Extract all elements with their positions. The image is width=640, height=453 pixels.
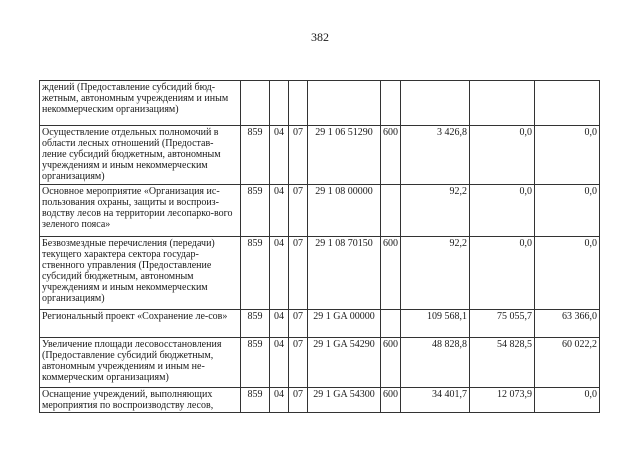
expense-type — [381, 81, 401, 126]
target-article: 29 1 08 00000 — [308, 185, 381, 237]
amount-year-1: 3 426,8 — [401, 126, 470, 185]
amount-year-2: 0,0 — [470, 237, 535, 310]
amount-year-2: 0,0 — [470, 185, 535, 237]
row-name: Увеличение площади лесовосстановления (Предоставление субсидий бюджетным, автономным учреждениям и иным не-коммерческим организациям) — [40, 338, 241, 388]
row-name: Основное мероприятие «Организация ис-пользования охраны, защиты и воспроиз-водству лесов на территории лесопарко-вого зеленого пояса» — [40, 185, 241, 237]
target-article: 29 1 GA 54300 — [308, 388, 381, 413]
section-code: 04 — [270, 237, 289, 310]
ministry-code: 859 — [241, 237, 270, 310]
amount-year-2: 75 055,7 — [470, 310, 535, 338]
expense-type — [381, 310, 401, 338]
amount-year-3 — [535, 81, 600, 126]
target-article: 29 1 GA 54290 — [308, 338, 381, 388]
section-code — [270, 81, 289, 126]
amount-year-2: 54 828,5 — [470, 338, 535, 388]
expense-type: 600 — [381, 388, 401, 413]
ministry-code: 859 — [241, 338, 270, 388]
target-article — [308, 81, 381, 126]
expense-type: 600 — [381, 126, 401, 185]
row-name: Оснащение учреждений, выполняющих мероприятия по воспроизводству лесов, — [40, 388, 241, 413]
subsection-code: 07 — [289, 237, 308, 310]
ministry-code — [241, 81, 270, 126]
section-code: 04 — [270, 388, 289, 413]
table-row — [40, 126, 600, 185]
amount-year-2: 0,0 — [470, 126, 535, 185]
amount-year-3: 0,0 — [535, 185, 600, 237]
table-row — [40, 338, 600, 388]
amount-year-1: 92,2 — [401, 185, 470, 237]
amount-year-3: 0,0 — [535, 388, 600, 413]
section-code: 04 — [270, 126, 289, 185]
target-article: 29 1 06 51290 — [308, 126, 381, 185]
expense-type — [381, 185, 401, 237]
row-name: Безвозмездные перечисления (передачи) текущего характера сектора государ-ственного управления (Предоставление субсидий бюджетным, автономным учреждениям и иным некоммерческим организациям) — [40, 237, 241, 310]
expense-type: 600 — [381, 338, 401, 388]
table-row — [40, 81, 600, 126]
amount-year-2: 12 073,9 — [470, 388, 535, 413]
ministry-code: 859 — [241, 310, 270, 338]
amount-year-3: 63 366,0 — [535, 310, 600, 338]
amount-year-1: 92,2 — [401, 237, 470, 310]
ministry-code: 859 — [241, 185, 270, 237]
subsection-code — [289, 81, 308, 126]
table-row — [40, 310, 600, 338]
subsection-code: 07 — [289, 310, 308, 338]
row-name: Осуществление отдельных полномочий в области лесных отношений (Предостав-ление субсидий бюджетным, автономным учреждениям и иным некоммерческим организациям) — [40, 126, 241, 185]
amount-year-3: 60 022,2 — [535, 338, 600, 388]
target-article: 29 1 08 70150 — [308, 237, 381, 310]
section-code: 04 — [270, 310, 289, 338]
subsection-code: 07 — [289, 388, 308, 413]
amount-year-1: 34 401,7 — [401, 388, 470, 413]
subsection-code: 07 — [289, 338, 308, 388]
budget-table — [39, 80, 600, 413]
amount-year-1: 109 568,1 — [401, 310, 470, 338]
section-code: 04 — [270, 338, 289, 388]
expense-type: 600 — [381, 237, 401, 310]
table-row — [40, 388, 600, 413]
amount-year-3: 0,0 — [535, 237, 600, 310]
amount-year-3: 0,0 — [535, 126, 600, 185]
target-article: 29 1 GA 00000 — [308, 310, 381, 338]
table-row — [40, 185, 600, 237]
amount-year-2 — [470, 81, 535, 126]
subsection-code: 07 — [289, 126, 308, 185]
row-name: ждений (Предоставление субсидий бюд-жетным, автономным учреждениям и иным некоммерческим организациям) — [40, 81, 241, 126]
amount-year-1: 48 828,8 — [401, 338, 470, 388]
subsection-code: 07 — [289, 185, 308, 237]
page-number: 382 — [311, 30, 329, 44]
row-name: Региональный проект «Сохранение ле-сов» — [40, 310, 241, 338]
section-code: 04 — [270, 185, 289, 237]
amount-year-1 — [401, 81, 470, 126]
ministry-code: 859 — [241, 126, 270, 185]
table-row — [40, 237, 600, 310]
ministry-code: 859 — [241, 388, 270, 413]
